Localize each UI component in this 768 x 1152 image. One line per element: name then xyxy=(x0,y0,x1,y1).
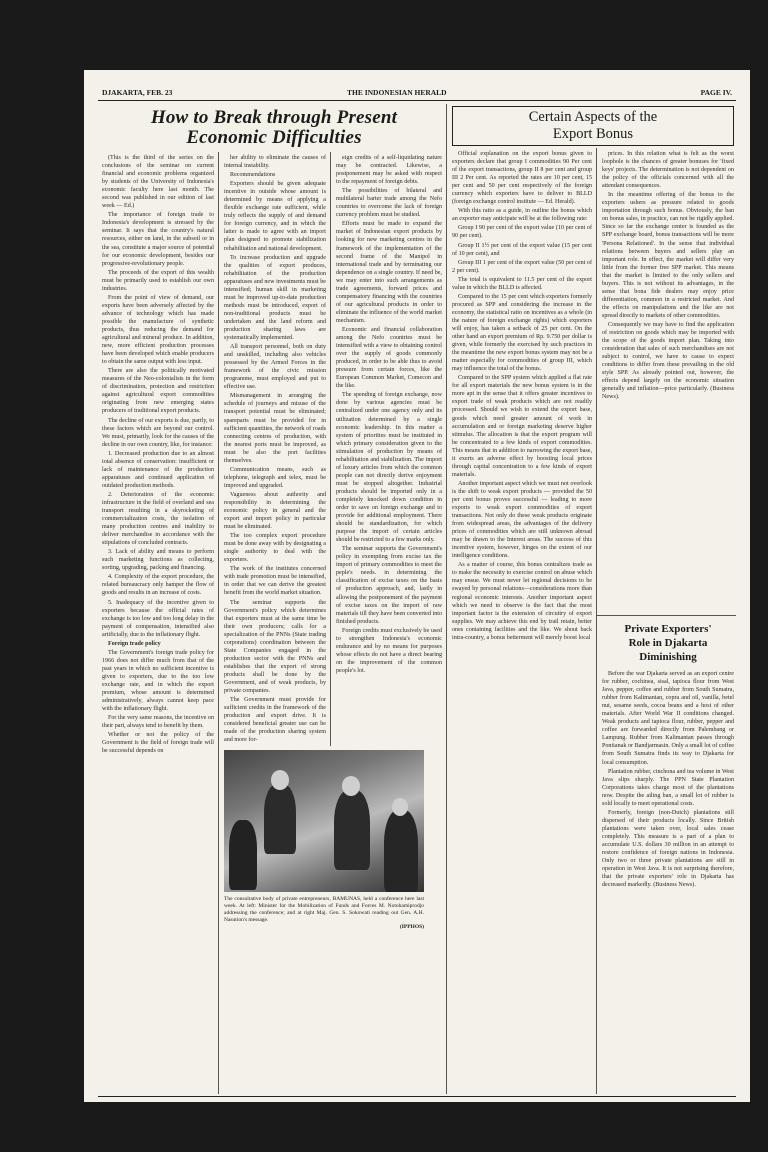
section-rule xyxy=(596,615,736,616)
article1-paragraph: Communication means, such as telephone, telegraph and telex, must be improved and upgraded. xyxy=(224,466,326,489)
column-divider xyxy=(218,152,219,1094)
article2-paragraph: Group II 1½ per cent of the export value (15 per cent of 10 per cent), and xyxy=(452,242,592,257)
article1-headline-line1: How to Break through Present xyxy=(150,107,398,128)
header-page-number: PAGE IV. xyxy=(700,88,732,97)
article2-headline-line2: Export Bonus xyxy=(552,126,634,142)
article2-paragraph: Compared to the 15 per cent which exporters formerly procured as SPP and considering the increase in the economy, the statistical ratio on incentives as a whole (in the nature of foreign exchange rights) which exporters will enjoy, has taken a setback of 25 per cent. On the other hand an export premium of Rp. 9.750 per dollar is given, while formerly the exercised by such practices in the meantime the new export bonus system may not be a matter especially for commodities of group III, which may influence the total of the bonus. xyxy=(452,293,592,373)
article2-column-1 xyxy=(452,150,592,1094)
article1-paragraph: Vagueness about authority and responsibility in determining the economic policy in general and the export and import policy in particular must be eliminated. xyxy=(224,491,326,531)
column-divider xyxy=(596,148,597,1094)
article1-headline xyxy=(104,108,444,148)
article1-paragraph: Foreign credits must exclusively be used to strengthen Indonesia's economic endurance and by no means for purposes whose effects do not have a direct bearing on the improvement of the common people's lot. xyxy=(336,627,442,674)
article3-paragraph: Before the war Djakarta served as an export centre for rubber, cochinea, sisal, tapioca flour from West Java, pepper, coffee and rubber from South Sumatra, rubber from Kalimantan, copra and oil, vanilla, betel nut, sesame seeds, cocoa beans and a host of other materials. After World War II conditions changed. Weak products and tapioca flour, rubber, pepper and coffee are forwarded directly from Palembang or Lampung. Rubber from Kalimantan passes through Pontianak or Bandjarmasin. Only a small lot of coffee from South Sumatra finds its way to Djakarta for local consumption. xyxy=(602,671,734,766)
article1-paragraph: Whether or not the policy of the Government is the field of foreign trade will be successful depends on xyxy=(102,732,214,755)
header-masthead: THE INDONESIAN HERALD xyxy=(347,88,447,97)
article2-paragraph: Group I 90 per cent of the export value (10 per cent of 90 per cent). xyxy=(452,225,592,240)
article1-paragraph: There are also the politically motivated measures of the Neo-colonialists in the form of discrimination, protection and restriction against agricultural export commodities originating from new emerging states producers of traditional export products. xyxy=(102,368,214,415)
article1-column-2 xyxy=(224,154,326,746)
article1-paragraph: The work of the institutes concerned with trade promotion must be intensified, in order that we can derive the greatest benefit from the world market situation. xyxy=(224,566,326,597)
article1-paragraph: The spending of foreign exchange, now done by various agencies must be centralized under one agency only and its utilization determined by a single economic leadership. In this matter a system of priorities must be instituted in which primary consideration given to the stimulation of production by means of rehabilitation and stabilization. The import of luxury articles from which the common people can not directly derive enjoyment must be stopped altogether. Industrial products should be imported only in a completely knocked down condition in order to save on foreign exchange and to provide for additional employment. There should be standardization, for which purpose the import of certain articles should be restricted to a few marks only. xyxy=(336,392,442,544)
article1-paragraph: 2. Deterioration of the economic infrastructure in the field of overland and sea transport resulting in a skyrocketing of commercialization costs, the isolation of many production centres and inability to deliver merchandise in accordance with the stipulations of concluded contracts. xyxy=(102,491,214,547)
article1-paragraph: The Government's foreign trade policy for 1966 does not differ much from that of the past years in which no sufficient incentive is given to exporters, due to the too low exchange rate, and in which the export premium, whose amount is determined administratively, always cannot keep pace with the inflationary flight. xyxy=(102,649,214,713)
article1-paragraph: The Government must provide for sufficient credits in the framework of the production and export drive. It is considered beneficial greater use can be made of the production sharing system and more for- xyxy=(224,697,326,744)
photo-caption xyxy=(224,896,424,931)
article1-paragraph: The seminar supports the Government's policy which determines that exporters must at the same time be their own producers; calls for a specialization of the PNNs (State trading corporations) coordination between the State Companies engaged in the production sector with the PNNs and establishes that the export of strong products shall be done by the Government, and of weak products, by private companies. xyxy=(224,599,326,695)
article1-paragraph: The importance of foreign trade to Indonesia's development is stressed by the seminar. It says that the country's natural resources, either on land, in the subsoil or in the sea, constitute a major source of potential for our economic development, besides our progressive-revolutionary people. xyxy=(102,212,214,267)
article2-headline xyxy=(452,106,734,146)
article3-paragraph: Formerly, foreign (non-Dutch) plantations still dispersed of their products locally. Since British plantations were taken over, local sales cease completely. This measure is a part of a plan to accumulate U.S. dollars 30 million in an attempt to restore confidence of foreign nations in Indonesia. Only two or three private plantations are still in operation in West Java. It is not surprising therefore, that the private exporters' role in Djakarta has decreased markedly. (Business News). xyxy=(602,809,734,889)
photo-credit: (IPPHOS) xyxy=(399,924,424,930)
article1-paragraph: The possibilities of bilateral and multilateral barter trade among the Nefo countries to overcome the lack of foreign currency problem must be studied. xyxy=(336,188,442,219)
article2-column-2 xyxy=(602,150,734,610)
article3-headline-line1: Private Exporters' xyxy=(624,623,712,635)
article1-paragraph: All transport personnel, both on duty and unskilled, including also vehicles possessed by the Armed Forces in the framework of the civic mission programme, must employed and put to effective use. xyxy=(224,344,326,391)
column-divider xyxy=(446,104,447,1094)
conference-photo xyxy=(224,750,424,892)
article2-paragraph: Group III 1 per cent of the export value (50 per cent of 2 per cent). xyxy=(452,259,592,274)
article3-headline-line3: Diminishing xyxy=(639,651,697,663)
article1-paragraph: The too complex export procedure must be done away with by designating a single authority to deal with the exporters. xyxy=(224,533,326,564)
article1-headline-line2: Economic Difficulties xyxy=(186,127,362,148)
article2-paragraph: Compared to the SPP system which applied a flat rate for all export materials the new bonus system is in the more apt in the sense that it offers greater incentives to export trade of weak products which are not readily processed. Should we wish to extend the export base, goods which need greater amount of work in accumulation and or foreign marketing deserve higher stimulus. The allocation is that the export program will be concentrated to a few kinds of export commodities. This means that in addition to narrowing the export base, it exerts an adverse effect by boosting local prices through capital concentration to a few kinds of export materials. xyxy=(452,375,592,478)
article1-paragraph: Exporters should be given adequate incentive in outside whose amount is determined by means of applying a flexible exchange rate sufficient, while truly reflects the supply of and demand for foreign currency, and in which the latter is made to agree with an import plan designed to promote stabilization rehabilitation and national development. xyxy=(224,181,326,252)
article2-paragraph: Official explanation on the export bonus given to exporters declare that group I commodities 90 Per cent of the export transactions, group II 8 per cent and group III 2 Per cent. As reported the rates are 10 per cent, 15 per cent and 50 per cent respectively of the foreign currency which exporters have to deliver to BLLD (foreign exchange control institute — Ed. Herald). xyxy=(452,151,592,206)
photo-caption-text: The consultative body of private entrepreneurs, BAMUNAS, held a conference here last week. At left: Minister for the Mobilization of Funds and Forces M. Notohamiprodjo addressing the conference; and at right Maj. Gen. S. Sokowati reading out Gen. A.H. Nasution's message. xyxy=(224,896,424,923)
article1-paragraph: The decline of our exports is due, partly, to these factors which are beyond our control. We must, primarily, look for the causes of the decline in our own country, like, for instance: xyxy=(102,417,214,448)
article1-paragraph: 1. Decreased production due to an almost total absence of conservation: insufficient or lack of maintenance of the production apparatuses and continued application of outdated production methods. xyxy=(102,450,214,489)
column-divider xyxy=(330,152,331,746)
article1-column-1 xyxy=(102,154,214,1094)
article1-paragraph: The seminar supports the Government's policy in exempting from excise tax the import of primary commodities to meet the peple's needs. in determining the classification of excise taxes on the basis of production approach, and, lastly in allowing the postponement of the payment of excise taxes on the import of raw materials till they have been converted into finished products. xyxy=(336,546,442,625)
article2-paragraph: prices. In this relation what is felt as the worst loophole is the chances of greater bonuses for 'fixed keys' projects. The determination is not dependent on the policy of the officials concerned with all the attendant consequences. xyxy=(602,151,734,190)
article1-paragraph: Mismanagement in arranging the schedule of journeys and misuse of the transport potential must be eliminated; spareparts must be provided for in sufficient quantities, the network of roads connecting centres of production, with the nearest ports must be improved, as must be also the port facilities themselves. xyxy=(224,393,326,464)
article2-headline-line1: Certain Aspects of the xyxy=(528,109,658,125)
article1-paragraph: eign credits of a self-liquidating nature may be contracted. Likewise, a postponement may be asked with respect to the repayment of foreign debts. xyxy=(336,155,442,186)
article1-paragraph: For the very same reasons, the incentive on their part, always tend to benefit by them. xyxy=(102,715,214,730)
article1-paragraph: To increase production and upgrade the qualities of export produces, rehabilitation of the production apparatuses and new investments must be intensified; human skill in marketing must be improved up-to-date production methods must be introduced, export of non-traditional products must be undertaken and the land reform and production sharing laws are systematically implemented. xyxy=(224,254,326,342)
article1-paragraph: 5. Inadequacy of the incentive given to exporters because the official rates of exchange is too low and too long delay in the payment of compensation, intensified also artificially, due to the inflationary flight. xyxy=(102,599,214,638)
article1-paragraph: her ability to eliminate the causes of internal instability. xyxy=(224,155,326,170)
article1-paragraph: 4. Complexity of the export procedure, the related bureaucracy only hamper the flow of goods and results in an increase of costs. xyxy=(102,574,214,597)
article1-column-3 xyxy=(336,154,442,746)
article1-paragraph: The proceeds of the export of this wealth must be primarily used to establish our own industries. xyxy=(102,269,214,292)
article3-paragraph: Plantation rubber, cinchona and tea volume in West Java slips sharply. The PPN State Plantation Corporations takes charge most of the plantations now. Despite the ailing ban, a small lot of rubber is sold locally to meet operational costs. xyxy=(602,768,734,807)
article2-paragraph: In the meantime offering of the bonus to the exporters ushers as pressure related to goods importation through such bonus. Obviously, the ban on bonus sales, in practice, can not be rigidly applied. Since so far the exchange center is founded as the SPP exchange board, bonus transactions will be more 'Persona Relationed'. In the sense that individual relations between buyers and sellers play an important role. In effect, the market will differ very little from the former free SPP market. This means that the market is limited to the only sellers and buyers. This is not without its advantages, in the sense that bona fide dealers may enjoy price differentiation, common in a restricted market. And the effects on manipulations and the like are not spread directly to markets of other commodities. xyxy=(602,192,734,319)
article2-paragraph: As a matter of course, this bonus centralizes trade as to make the necessity to exercise control on abuse which may ensue. We must never let regional decisions to be swayed by personal relations—considerations more than regional economic interests. Another important aspect which we need to observe is the fact that the most important factor is the extension of circuitry of export supplies. We may achieve this end by trail retain, better ones containing facilities and the like. We shout back intra-country, a bonus betterment will merely boost local xyxy=(452,562,592,641)
article2-paragraph: The total is equivalent to 11.5 per cent of the export value in which the BLLD is affected. xyxy=(452,276,592,291)
article1-paragraph: Efforts must be made to expand the market of Indonesian export products by looking for new marketing centres in the framework of the implementation of the second frame of the Manipol in international trade and by terminating our dependence on a single country. If need be, we may enter into such arrangements as trade agreements, forward prices and compensatory financing with the countries of our agricultural products in order to eliminate the influence of the world market mechanism. xyxy=(336,221,442,324)
article1-paragraph: From the point of view of demand, our exports have been adversely affected by the advance of technology which has made possible the manufacture of synthetic products, thus reducing the demand for agricultural and mineral produce. In addition, new, more efficient production processes have been developed which enable producers to obtain the same output with less input. xyxy=(102,294,214,366)
article2-paragraph: With this ratio as a guide, in outline the bonus which an exporter may anticipate will be at the following rate: xyxy=(452,208,592,223)
article3-column xyxy=(602,670,734,1094)
article2-paragraph: Another important aspect which we must not overlook is the shift to weak export products — provided the 50 per cent bonus proves successful — leading to more exports to weak export commodities of export transactions. Not only do these weak products originate from widespread areas, the advantages of the delivery prices of commodities which are still unknown abroad may be drawn to the Interest areas. The success of this incentive system, however, hinges on the extent of our intelligence conditions. xyxy=(452,480,592,560)
header-date: DJAKARTA, FEB. 23 xyxy=(102,88,173,97)
article3-headline xyxy=(602,622,734,664)
article2-paragraph: Consequently we may have to find the application of restriction on goods which may be imported with the scope of the goods import plan. Taking into consideration that sales of such merchandises are not subject to control, we have to cause to expect conditions to differ from these prevailing in the old style SPP. As already pointed out, however, the effects depend largely on the economic situation generally and inflation—price particularly. (Business News). xyxy=(602,321,734,401)
article1-paragraph: 3. Lack of ability and means to perform such marketing functions as collecting, sorting, upgrading, packing and financing. xyxy=(102,549,214,572)
header-rule xyxy=(98,100,736,101)
newspaper-page xyxy=(84,70,750,1102)
article1-paragraph: (This is the third of the series on the conclusions of the seminar on current financial and economic problems organized by students of the University of Indonesia's economic faculty here last month. The second was published in our edition of last week — Ed.) xyxy=(102,155,214,210)
footer-rule xyxy=(98,1096,736,1097)
article1-paragraph: Recommendations xyxy=(230,172,276,179)
article1-subhead: Foreign trade policy xyxy=(108,640,161,647)
article1-paragraph: Economic and financial collaboration among the Nefo countries must be intensified with a view to obtaining control over the supply of goods commonly produced, in order to be able thus to avoid pressure from certain forces, like the European Common Market, Comecon and the like. xyxy=(336,326,442,390)
article3-headline-line2: Role in Djakarta xyxy=(628,637,708,649)
